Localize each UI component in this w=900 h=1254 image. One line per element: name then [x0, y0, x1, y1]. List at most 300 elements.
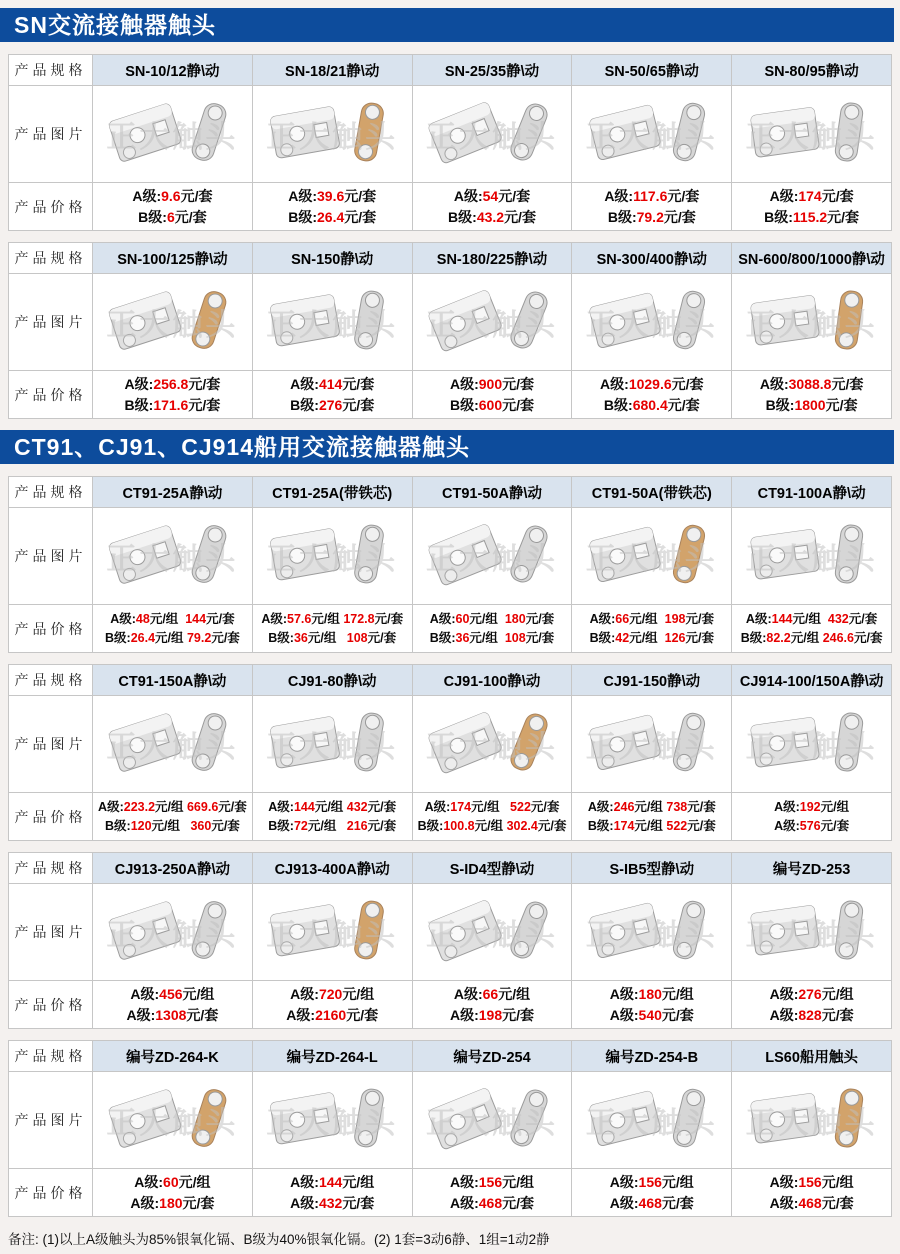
spec-header-cell: S-ID4型静\动: [412, 853, 572, 884]
price-label: A级:: [126, 1006, 156, 1023]
product-photo-icon: [737, 276, 887, 364]
price-line: [574, 395, 729, 416]
image-cell: [252, 1072, 412, 1169]
watermark: 正大触头: [106, 121, 239, 154]
price-label: 元/套: [186, 1006, 219, 1023]
watermark: 正大触头: [106, 919, 239, 952]
product-photo-icon: [97, 1074, 247, 1162]
row-label-spec: 产品规格: [9, 853, 93, 884]
image-cell: [412, 86, 572, 183]
image-row: [9, 274, 892, 371]
image-cell: [412, 1072, 572, 1169]
price-label: A级:: [130, 1194, 160, 1211]
price-value: 156: [478, 1173, 503, 1190]
spec-header-cell: CJ91-100静\动: [412, 665, 572, 696]
price-label: A级:: [429, 611, 456, 626]
price-value: 60: [163, 1173, 179, 1190]
watermark: 正大触头: [745, 543, 878, 576]
product-photo-icon: [417, 698, 567, 786]
price-value: 156: [638, 1173, 662, 1190]
price-label: 元/组: [629, 611, 665, 626]
product-photo-icon: [577, 1074, 727, 1162]
spec-header-cell: SN-18/21静\动: [252, 55, 412, 86]
price-label: A级:: [769, 985, 799, 1002]
price-cell: [252, 981, 412, 1029]
price-cell: [252, 793, 412, 841]
image-cell: [93, 508, 253, 605]
price-line: [95, 629, 250, 648]
price-value: 66: [615, 611, 630, 626]
image-row: [9, 508, 892, 605]
image-cell: [412, 274, 572, 371]
price-label: 元/组: [155, 799, 187, 814]
spec-header-cell: CJ91-80静\动: [252, 665, 412, 696]
price-label: A级:: [449, 375, 479, 392]
price-value: 39.6: [317, 187, 345, 204]
product-photo-icon: [97, 510, 247, 598]
price-row: [9, 183, 892, 231]
price-value: 576: [799, 818, 821, 833]
price-value: 72: [293, 818, 308, 833]
price-value: 26.4: [130, 630, 156, 645]
product-photo-icon: [257, 88, 407, 176]
price-label: 元/套: [685, 611, 714, 626]
spec-row: [9, 853, 892, 884]
price-line: [95, 610, 250, 629]
price-label: 元/组: [342, 1173, 375, 1190]
price-value: 144: [318, 1173, 343, 1190]
watermark: 正大触头: [585, 309, 718, 342]
price-label: B级:: [449, 396, 479, 413]
row-label-image: 产品图片: [9, 508, 93, 605]
price-value: 432: [318, 1194, 343, 1211]
price-line: [415, 207, 570, 228]
section-tables: [0, 54, 900, 419]
image-cell: [93, 86, 253, 183]
price-label: B级:: [268, 630, 294, 645]
spec-row: [9, 1041, 892, 1072]
price-label: 元/组: [469, 630, 505, 645]
price-value: 180: [638, 985, 662, 1002]
price-value: 82.2: [766, 630, 791, 645]
price-label: 元/组: [178, 1173, 211, 1190]
watermark: 正大触头: [585, 731, 718, 764]
product-photo-icon: [737, 886, 887, 974]
image-cell: [252, 508, 412, 605]
price-label: 元/组: [502, 1173, 534, 1190]
price-cell: [412, 605, 572, 653]
price-line: [574, 1193, 729, 1214]
price-line: [574, 186, 729, 207]
price-label: B级:: [607, 208, 637, 225]
watermark: 正大触头: [585, 919, 718, 952]
price-value: 669.6: [186, 799, 219, 814]
price-label: A级:: [453, 187, 483, 204]
price-cell: [93, 793, 253, 841]
price-value: 174: [450, 799, 472, 814]
price-cell: [732, 981, 892, 1029]
spec-header-cell: SN-80/95静\动: [732, 55, 892, 86]
price-label: 元/组: [821, 985, 854, 1002]
price-line: [95, 186, 250, 207]
price-line: [95, 1005, 250, 1026]
price-value: 171.6: [153, 396, 189, 413]
price-label: 元/组: [471, 799, 511, 814]
image-cell: [93, 274, 253, 371]
price-label: 元/套: [374, 611, 404, 626]
product-table: [8, 1040, 892, 1217]
row-label-spec: 产品规格: [9, 665, 93, 696]
price-value: 738: [666, 799, 688, 814]
price-label: 元/套: [504, 208, 536, 225]
watermark: 正大触头: [106, 731, 239, 764]
price-label: A级:: [449, 1006, 479, 1023]
price-value: 468: [478, 1194, 503, 1211]
price-label: B级:: [587, 818, 614, 833]
price-label: A级:: [604, 187, 634, 204]
row-label-image: 产品图片: [9, 884, 93, 981]
price-value: 100.8: [443, 818, 475, 833]
image-row: [9, 1072, 892, 1169]
watermark: 正大触头: [745, 919, 878, 952]
spec-header-cell: SN-100/125静\动: [93, 243, 253, 274]
price-label: 元/套: [367, 818, 397, 833]
price-line: [415, 610, 570, 629]
price-value: 414: [318, 375, 343, 392]
price-line: [255, 798, 410, 817]
price-line: [415, 817, 570, 836]
spec-header-cell: CJ913-250A静\动: [93, 853, 253, 884]
row-label-spec: 产品规格: [9, 1041, 93, 1072]
price-line: [734, 817, 889, 836]
price-cell: [732, 605, 892, 653]
section-marine: [0, 430, 900, 1217]
watermark: 正大触头: [585, 543, 718, 576]
image-cell: [732, 274, 892, 371]
watermark: 正大触头: [425, 309, 558, 342]
price-cell: [252, 183, 412, 231]
price-label: 元/套: [661, 1194, 694, 1211]
price-value: 43.2: [476, 208, 505, 225]
price-label: 元/套: [685, 630, 714, 645]
price-value: 680.4: [632, 396, 668, 413]
price-label: B级:: [764, 208, 793, 225]
price-value: 600: [478, 396, 503, 413]
price-line: [95, 1193, 250, 1214]
spec-header-cell: CT91-50A(带铁芯): [572, 477, 732, 508]
price-value: 522: [666, 818, 688, 833]
price-value: 108: [346, 630, 368, 645]
price-cell: [412, 371, 572, 419]
price-label: 元/套: [530, 799, 560, 814]
price-line: [734, 1005, 889, 1026]
price-label: 元/套: [848, 611, 878, 626]
price-line: [574, 610, 729, 629]
watermark: 正大触头: [585, 1107, 718, 1140]
price-label: A级:: [774, 799, 800, 814]
price-label: A级:: [290, 375, 319, 392]
price-line: [574, 984, 729, 1005]
image-row: [9, 884, 892, 981]
price-label: A级:: [774, 818, 800, 833]
price-value: 144: [771, 611, 793, 626]
price-label: 元/套: [344, 187, 377, 204]
price-label: 元/组: [821, 1173, 854, 1190]
price-label: B级:: [429, 630, 456, 645]
price-label: 元/套: [667, 187, 700, 204]
price-label: B级:: [417, 818, 444, 833]
price-cell: [93, 605, 253, 653]
price-cell: [412, 793, 572, 841]
spec-header-cell: 编号ZD-264-L: [252, 1041, 412, 1072]
price-cell: [93, 371, 253, 419]
price-label: B级:: [104, 818, 131, 833]
product-table: [8, 852, 892, 1029]
price-label: 元/套: [502, 396, 534, 413]
spec-header-cell: 编号ZD-253: [732, 853, 892, 884]
price-label: A级:: [609, 1006, 639, 1023]
product-photo-icon: [257, 1074, 407, 1162]
price-label: A级:: [130, 985, 160, 1002]
product-photo-icon: [737, 1074, 887, 1162]
product-photo-icon: [577, 886, 727, 974]
price-line: [415, 798, 570, 817]
product-photo-icon: [97, 886, 247, 974]
price-label: A级:: [587, 799, 614, 814]
price-line: [95, 395, 250, 416]
price-label: A级:: [609, 1194, 639, 1211]
image-cell: [412, 696, 572, 793]
product-photo-icon: [737, 88, 887, 176]
spec-header-cell: CT91-25A静\动: [93, 477, 253, 508]
price-label: 元/组: [820, 799, 850, 814]
price-line: [95, 374, 250, 395]
spec-header-cell: S-IB5型静\动: [572, 853, 732, 884]
price-cell: [252, 371, 412, 419]
price-line: [574, 1172, 729, 1193]
price-cell: [732, 183, 892, 231]
price-line: [574, 207, 729, 228]
price-value: 432: [346, 799, 368, 814]
price-label: 元/套: [821, 1194, 854, 1211]
price-label: A级:: [769, 1173, 799, 1190]
price-line: [574, 629, 729, 648]
watermark: 正大触头: [266, 543, 399, 576]
price-value: 48: [135, 611, 150, 626]
price-label: 元/套: [825, 396, 858, 413]
price-value: 540: [638, 1006, 662, 1023]
price-line: [734, 798, 889, 817]
product-photo-icon: [577, 698, 727, 786]
price-value: 246.6: [822, 630, 854, 645]
price-label: 元/套: [525, 630, 555, 645]
price-line: [415, 984, 570, 1005]
price-label: 元/组: [474, 818, 507, 833]
price-label: A级:: [449, 1194, 479, 1211]
price-label: 元/套: [537, 818, 567, 833]
watermark: 正大触头: [745, 121, 878, 154]
product-photo-icon: [97, 88, 247, 176]
section-tables: [0, 476, 900, 1217]
price-value: 180: [504, 611, 526, 626]
price-label: B级:: [448, 208, 477, 225]
price-cell: [93, 183, 253, 231]
price-label: A级:: [589, 611, 616, 626]
price-label: A级:: [290, 1194, 319, 1211]
price-line: [255, 207, 410, 228]
image-cell: [93, 1072, 253, 1169]
spec-row: [9, 55, 892, 86]
product-photo-icon: [97, 276, 247, 364]
price-line: [574, 1005, 729, 1026]
watermark: 正大触头: [425, 543, 558, 576]
spec-header-cell: SN-25/35静\动: [412, 55, 572, 86]
image-cell: [572, 884, 732, 981]
price-label: 元/套: [188, 375, 221, 392]
image-cell: [252, 696, 412, 793]
price-label: 元/组: [661, 985, 694, 1002]
price-label: 元/组: [790, 630, 823, 645]
price-label: 元/套: [188, 396, 221, 413]
price-value: 117.6: [633, 187, 668, 204]
price-label: B级:: [288, 208, 318, 225]
spec-header-cell: SN-10/12静\动: [93, 55, 253, 86]
product-photo-icon: [417, 510, 567, 598]
price-label: A级:: [769, 1194, 799, 1211]
watermark: 正大触头: [266, 309, 399, 342]
price-line: [255, 984, 410, 1005]
image-cell: [252, 274, 412, 371]
price-label: 元/组: [314, 799, 347, 814]
price-label: A级:: [609, 985, 639, 1002]
spec-header-cell: CJ91-150静\动: [572, 665, 732, 696]
price-label: A级:: [769, 1006, 799, 1023]
price-value: 57.6: [287, 611, 312, 626]
price-label: A级:: [288, 187, 318, 204]
price-label: A级:: [98, 799, 124, 814]
watermark: 正大触头: [266, 1107, 399, 1140]
price-label: 元/组: [634, 818, 667, 833]
price-label: 元/套: [502, 1194, 534, 1211]
watermark: 正大触头: [106, 1107, 239, 1140]
price-value: 360: [190, 818, 212, 833]
product-photo-icon: [97, 698, 247, 786]
spec-header-cell: 编号ZD-254: [412, 1041, 572, 1072]
price-line: [95, 817, 250, 836]
price-cell: [412, 1169, 572, 1217]
section-title-bar: [0, 8, 894, 42]
row-label-price: 产品价格: [9, 183, 93, 231]
spec-header-cell: SN-300/400静\动: [572, 243, 732, 274]
price-line: [255, 395, 410, 416]
row-label-price: 产品价格: [9, 371, 93, 419]
price-label: 元/套: [525, 611, 555, 626]
price-label: 元/套: [367, 799, 397, 814]
price-value: 156: [798, 1173, 822, 1190]
price-label: 元/套: [827, 208, 860, 225]
price-cell: [732, 371, 892, 419]
price-label: 元/套: [687, 799, 716, 814]
price-line: [574, 798, 729, 817]
price-label: A级:: [134, 1173, 164, 1190]
price-label: 元/套: [498, 187, 531, 204]
image-cell: [732, 1072, 892, 1169]
price-label: A级:: [600, 375, 629, 392]
footnote: 备注: (1)以上A级触头为85%银氧化镉、B级为40%银氧化镉。(2) 1套=3动6静、1组=1动2静: [8, 1232, 550, 1247]
price-label: 元/套: [853, 630, 883, 645]
price-label: A级:: [268, 799, 294, 814]
price-row: [9, 1169, 892, 1217]
price-value: 1800: [794, 396, 826, 413]
price-label: 元/组: [629, 630, 665, 645]
row-label-image: 产品图片: [9, 696, 93, 793]
product-photo-icon: [417, 276, 567, 364]
price-line: [734, 629, 889, 648]
price-label: 元/套: [211, 818, 240, 833]
row-label-image: 产品图片: [9, 274, 93, 371]
price-line: [255, 629, 410, 648]
spec-header-cell: CT91-50A静\动: [412, 477, 572, 508]
watermark: 正大触头: [425, 731, 558, 764]
spec-header-cell: CJ913-400A静\动: [252, 853, 412, 884]
price-label: A级:: [769, 187, 799, 204]
row-label-price: 产品价格: [9, 981, 93, 1029]
price-label: 元/套: [831, 375, 864, 392]
price-label: 元/套: [661, 1006, 694, 1023]
price-label: A级:: [609, 1173, 639, 1190]
price-value: 276: [318, 396, 343, 413]
price-line: [734, 374, 889, 395]
section-title-bar: [0, 430, 894, 464]
price-cell: [412, 981, 572, 1029]
price-label: 元/组: [469, 611, 505, 626]
price-label: 元/套: [211, 630, 240, 645]
price-line: [415, 1193, 570, 1214]
product-photo-icon: [577, 88, 727, 176]
watermark: 正大触头: [425, 1107, 558, 1140]
price-label: 元/套: [663, 208, 696, 225]
watermark: 正大触头: [425, 919, 558, 952]
price-label: A级:: [286, 1006, 316, 1023]
watermark: 正大触头: [585, 121, 718, 154]
price-row: [9, 793, 892, 841]
watermark: 正大触头: [106, 309, 239, 342]
spec-header-cell: CT91-25A(带铁芯): [252, 477, 412, 508]
price-label: 元/组: [634, 799, 667, 814]
price-value: 108: [504, 630, 526, 645]
product-table: [8, 476, 892, 653]
price-value: 144: [293, 799, 315, 814]
price-label: 元/组: [155, 630, 187, 645]
price-value: 60: [455, 611, 470, 626]
price-label: 元/套: [821, 187, 854, 204]
price-value: 828: [798, 1006, 822, 1023]
price-cell: [572, 981, 732, 1029]
price-row: [9, 605, 892, 653]
product-table: [8, 242, 892, 419]
price-line: [734, 207, 889, 228]
image-cell: [572, 508, 732, 605]
row-label-price: 产品价格: [9, 1169, 93, 1217]
image-cell: [252, 86, 412, 183]
watermark: 正大触头: [266, 121, 399, 154]
price-line: [415, 1005, 570, 1026]
price-cell: [252, 1169, 412, 1217]
price-value: 256.8: [153, 375, 189, 392]
section-title: CT91、CJ91、CJ914船用交流接触器触头: [14, 434, 471, 460]
price-line: [734, 395, 889, 416]
price-label: 元/套: [346, 1006, 379, 1023]
